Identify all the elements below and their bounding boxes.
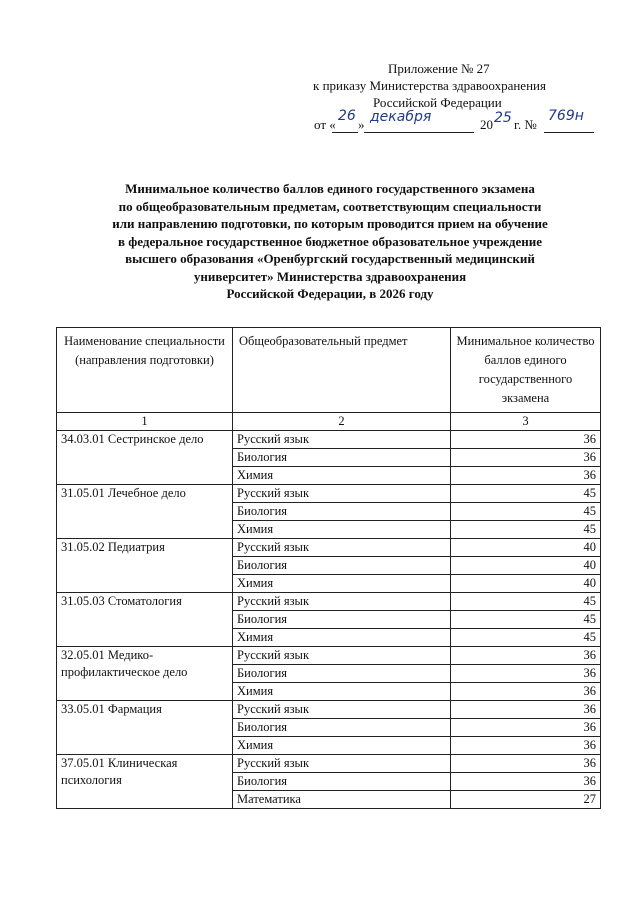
subject-cell: Русский язык: [233, 431, 451, 449]
column-number: 3: [451, 413, 601, 431]
table-row: [57, 485, 601, 503]
title-line: или направлению подготовки, по которым проводится прием на обучение: [112, 216, 548, 231]
date-quote-close: »: [358, 117, 365, 132]
score-cell: 36: [451, 683, 601, 701]
subject-cell: Химия: [233, 575, 451, 593]
subject-cell: Русский язык: [233, 485, 451, 503]
table-row: [57, 701, 601, 719]
score-cell: 45: [451, 593, 601, 611]
date-day-handwritten: 26: [338, 108, 356, 124]
title-line: высшего образования «Оренбургский государственный медицинский: [125, 251, 535, 266]
date-month-underline: [364, 132, 474, 133]
table-row: [57, 647, 601, 665]
subject-cell: Химия: [233, 737, 451, 755]
subject-cell: Химия: [233, 629, 451, 647]
table-row: [57, 593, 601, 611]
title-line: Российской Федерации, в 2026 году: [226, 286, 434, 301]
subject-cell: Химия: [233, 521, 451, 539]
order-number-handwritten: 769н: [548, 108, 584, 124]
subject-cell: Биология: [233, 611, 451, 629]
specialty-cell: 31.05.01 Лечебное дело: [57, 485, 233, 539]
date-day-underline: [332, 132, 358, 133]
specialty-cell: 34.03.01 Сестринское дело: [57, 431, 233, 485]
score-cell: 36: [451, 719, 601, 737]
score-cell: 36: [451, 701, 601, 719]
subject-cell: Биология: [233, 449, 451, 467]
subject-cell: Биология: [233, 665, 451, 683]
table-row: [57, 431, 601, 449]
order-number-label: г. №: [514, 117, 537, 132]
score-cell: 36: [451, 755, 601, 773]
subject-cell: Биология: [233, 773, 451, 791]
score-cell: 45: [451, 485, 601, 503]
score-cell: 45: [451, 503, 601, 521]
specialty-cell: 33.05.01 Фармация: [57, 701, 233, 755]
subject-cell: Химия: [233, 683, 451, 701]
specialty-cell: 31.05.03 Стоматология: [57, 593, 233, 647]
header-min-score: Минимальное количество баллов единого государственного экзамена: [451, 328, 601, 413]
title-line: Минимальное количество баллов единого государственного экзамена: [125, 181, 535, 196]
column-number: 2: [233, 413, 451, 431]
specialty-cell: 31.05.02 Педиатрия: [57, 539, 233, 593]
header-subject: Общеобразовательный предмет: [233, 328, 451, 413]
score-cell: 36: [451, 737, 601, 755]
score-cell: 36: [451, 647, 601, 665]
subject-cell: Русский язык: [233, 539, 451, 557]
score-cell: 36: [451, 665, 601, 683]
subject-cell: Русский язык: [233, 647, 451, 665]
title-line: по общеобразовательным предметам, соответствующим специальности: [118, 198, 542, 214]
title-line: в федеральное государственное бюджетное образовательное учреждение: [118, 233, 542, 249]
subject-cell: Русский язык: [233, 593, 451, 611]
order-number-underline: [544, 132, 594, 133]
score-cell: 27: [451, 791, 601, 809]
score-cell: 36: [451, 449, 601, 467]
date-month-handwritten: декабря: [370, 109, 432, 125]
table-row: [57, 755, 601, 773]
ministry-country: Российской Федерации: [373, 95, 502, 110]
document-title: [70, 180, 590, 303]
subject-cell: Биология: [233, 719, 451, 737]
subject-cell: Биология: [233, 557, 451, 575]
table-row: [57, 539, 601, 557]
date-prefix: от «: [314, 117, 336, 132]
title-line: университет» Министерства здравоохранения: [193, 268, 467, 284]
subject-cell: Русский язык: [233, 755, 451, 773]
score-cell: 40: [451, 557, 601, 575]
score-cell: 45: [451, 521, 601, 539]
specialty-cell: 37.05.01 Клиническая психология: [57, 755, 233, 809]
score-cell: 36: [451, 431, 601, 449]
specialty-cell: 32.05.01 Медико-профилактическое дело: [57, 647, 233, 701]
date-year-handwritten: 25: [494, 110, 512, 126]
subject-cell: Биология: [233, 503, 451, 521]
order-reference: к приказу Министерства здравоохранения: [313, 78, 546, 93]
scores-table: [56, 327, 601, 809]
score-cell: 45: [451, 629, 601, 647]
score-cell: 40: [451, 539, 601, 557]
subject-cell: Математика: [233, 791, 451, 809]
table-header-row: [57, 328, 601, 413]
score-cell: 36: [451, 467, 601, 485]
score-cell: 40: [451, 575, 601, 593]
column-number: 1: [57, 413, 233, 431]
score-cell: 36: [451, 773, 601, 791]
subject-cell: Русский язык: [233, 701, 451, 719]
column-number-row: [57, 413, 601, 431]
score-cell: 45: [451, 611, 601, 629]
appendix-number: Приложение № 27: [388, 61, 490, 76]
date-year-prefix: 20: [480, 117, 493, 132]
header-specialty: Наименование специальности (направления подготовки): [57, 328, 233, 413]
subject-cell: Химия: [233, 467, 451, 485]
